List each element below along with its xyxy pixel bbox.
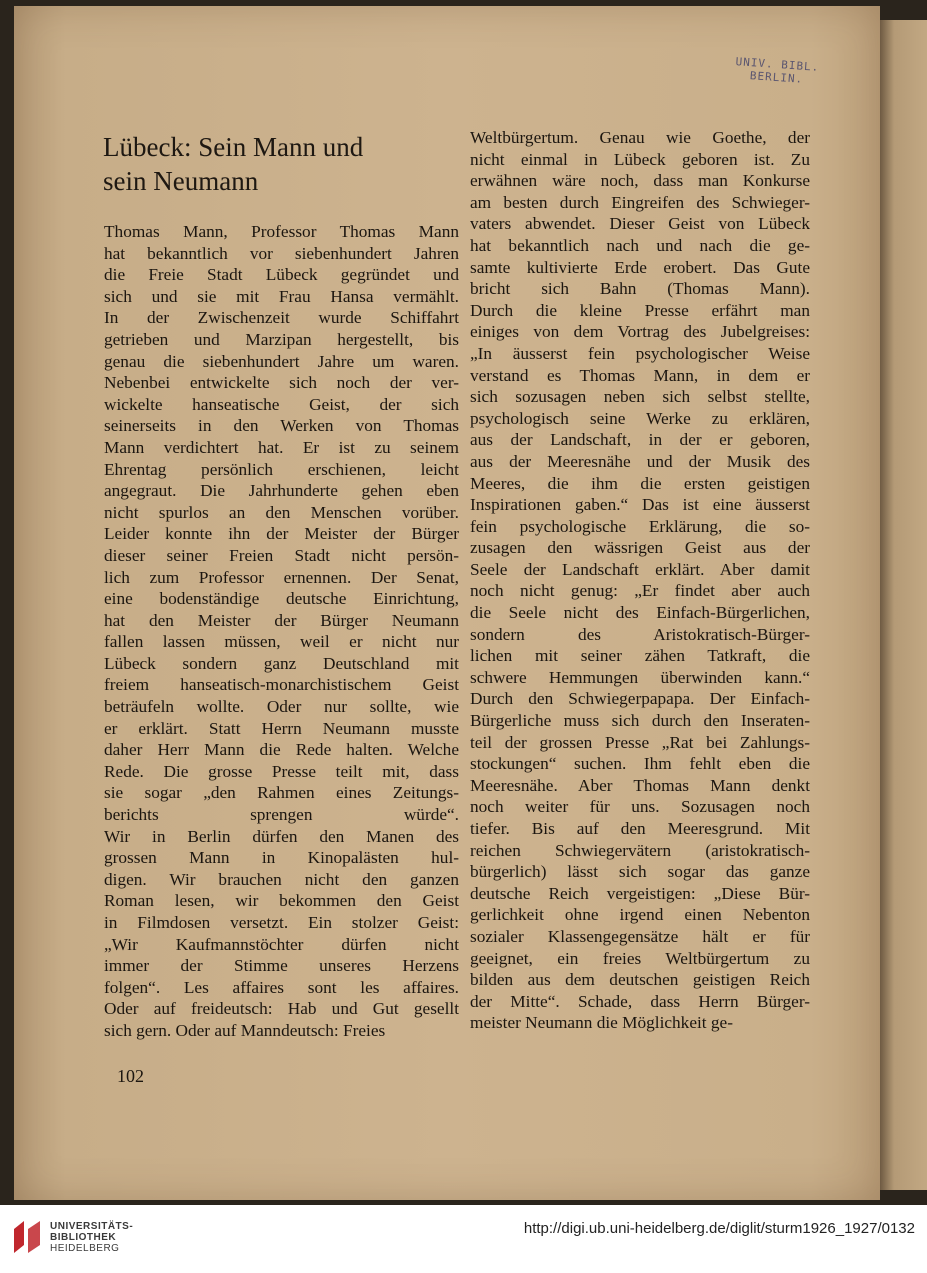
text-line: Meeres, die ihm die ersten geistigen [470, 473, 810, 493]
text-line: Thomas Mann, Professor Thomas Mann [104, 222, 459, 241]
text-line: samte kultivierte Erde erobert. Das Gute [470, 257, 810, 277]
text-line: Meeresnähe. Aber Thomas Mann denkt [470, 775, 810, 795]
text-line: noch weiter für uns. Sozusagen noch [470, 797, 810, 817]
text-line: Wir in Berlin dürfen den Manen des [104, 826, 459, 846]
adjacent-page-edge [880, 20, 927, 1190]
text-line: aus der Meeresnähe und der Musik des [470, 451, 810, 471]
text-line: gerlichkeit ohne irgend einen Nebenton [470, 905, 810, 925]
text-line: in Filmdosen versetzt. Ein stolzer Geist: [104, 913, 459, 932]
text-line: bürgerlich) lässt sich sogar das ganze [470, 862, 810, 882]
text-line: Lübeck sondern ganz Deutschland mit [104, 653, 459, 673]
text-line: digen. Wir brauchen nicht den ganzen [104, 869, 459, 889]
text-line: Bürgerliche muss sich durch den Inseraten- [470, 711, 810, 731]
text-line: stockungen“ suchen. Ihm fehlt eben die [470, 754, 810, 774]
permalink-url[interactable]: http://digi.ub.uni-heidelberg.de/diglit/sturm1926_1927/0132 [523, 1220, 915, 1237]
text-line: geeignet, ein freies Weltbürgertum zu [470, 948, 810, 968]
text-line: deutsche Reich vergeistigen: „Diese Bür- [470, 883, 810, 903]
text-line: Ehrentag persönlich erschienen, leicht [104, 459, 459, 479]
text-line: tiefer. Bis auf den Meeresgrund. Mit [470, 819, 810, 838]
title-line: sein Neumann [103, 166, 259, 196]
text-line: Weltbürgertum. Genau wie Goethe, der [470, 128, 810, 147]
text-line: die Freie Stadt Lübeck gegründet und [104, 265, 459, 285]
text-line: nicht einmal in Lübeck geboren ist. Zu [470, 149, 810, 169]
text-line: lichen mit seiner zähen Tatkraft, die [470, 646, 810, 666]
text-line: die Seele nicht des Einfach-Bürgerlichen, [470, 603, 810, 623]
heidelberg-logo-icon [12, 1219, 42, 1253]
text-line: berichts sprengen würde“. [104, 805, 459, 825]
title-line: Lübeck: Sein Mann und [103, 132, 364, 162]
text-line: er erklärt. Statt Herrn Neumann musste [104, 718, 459, 738]
text-line: Seele der Landschaft erklärt. Aber damit [470, 559, 810, 579]
left-text-column [104, 221, 459, 1042]
text-line: genau die siebenhundert Jahre um waren. [104, 351, 459, 371]
text-line: beträufeln wollte. Oder nur sollte, wie [104, 697, 459, 717]
text-line: sie sogar „den Rahmen eines Zeitungs- [104, 783, 459, 803]
text-line: hat den Meister der Bürger Neumann [104, 610, 459, 630]
text-line: angegraut. Die Jahrhunderte gehen eben [104, 481, 459, 501]
text-line: psychologisch seine Werke zu erklären, [470, 408, 810, 428]
text-line: der Mitte“. Schade, dass Herrn Bürger- [470, 991, 810, 1011]
text-line: eine bodenständige deutsche Einrichtung, [104, 589, 459, 609]
text-line: „In äusserst fein psychologischer Weise [470, 343, 810, 363]
text-line: Oder auf freideutsch: Hab und Gut gesellt [104, 999, 459, 1019]
text-line: sozialer Klassengegensätze hält er für [470, 926, 810, 946]
library-name-line: UNIVERSITÄTS- [50, 1221, 134, 1232]
text-line: bilden aus dem deutschen geistigen Reich [470, 970, 810, 990]
text-line: hat bekanntlich vor siebenhundert Jahren [104, 243, 459, 263]
text-line: bricht sich Bahn (Thomas Mann). [470, 279, 810, 299]
page-number: 102 [117, 1066, 144, 1086]
text-line: sich sozusagen neben sich selbst stellte, [470, 387, 810, 407]
text-line: Nebenbei entwickelte sich noch der ver- [104, 373, 459, 393]
text-line: einiges von dem Vortrag des Jubelgreises: [470, 322, 810, 342]
right-text-column [470, 127, 810, 1034]
text-line: vaters abwendet. Dieser Geist von Lübeck [470, 214, 810, 234]
text-line: meister Neumann die Möglichkeit ge- [470, 1013, 733, 1033]
text-line: erwähnen wäre noch, dass man Konkurse [470, 171, 810, 191]
text-line: schwere Hemmungen überwinden kann.“ [470, 667, 810, 687]
text-line: noch nicht genug: „Er findet aber auch [470, 581, 810, 601]
text-line: seinerseits in den Werken von Thomas [104, 416, 459, 436]
text-line: Rede. Die grosse Presse teilt mit, dass [104, 761, 459, 781]
text-line: folgen“. Les affaires sont les affaires. [104, 977, 459, 997]
text-line: Durch die kleine Presse erfährt man [470, 300, 810, 320]
text-line: teil der grossen Presse „Rat bei Zahlungs- [470, 732, 810, 752]
article-title [103, 130, 443, 198]
stamp-line: UNIV. BIBL. [735, 55, 820, 74]
text-line: nicht spurlos an den Menschen vorüber. [104, 502, 459, 522]
text-line: sich gern. Oder auf Manndeutsch: Freies [104, 1020, 386, 1040]
text-line: daher Herr Mann die Rede halten. Welche [104, 740, 459, 760]
text-line: freiem hanseatisch-monarchistischem Geist [104, 675, 459, 695]
library-name-line: HEIDELBERG [50, 1243, 120, 1254]
text-line: Durch den Schwiegerpapapa. Der Einfach- [470, 689, 810, 709]
text-line: Roman lesen, wir bekommen den Geist [104, 891, 459, 911]
text-line: dieser seiner Freien Stadt nicht persön- [104, 545, 459, 565]
text-line: fallen lassen müssen, weil er nicht nur [104, 632, 459, 652]
stamp-line: BERLIN. [749, 69, 804, 86]
text-line: Leider konnte ihn der Meister der Bürger [104, 524, 459, 544]
text-line: lich zum Professor ernennen. Der Senat, [104, 567, 459, 587]
text-line: zusagen den wässrigen Geist aus der [470, 538, 810, 558]
text-line: getrieben und Marzipan hergestellt, bis [104, 329, 459, 349]
footer-bar [0, 1205, 927, 1273]
text-line: am besten durch Eingreifen des Schwieger- [470, 192, 810, 212]
text-line: immer der Stimme unseres Herzens [104, 956, 459, 976]
text-line: sich und sie mit Frau Hansa vermählt. [104, 286, 459, 306]
text-line: aus der Landschaft, in der er geboren, [470, 430, 810, 450]
library-name [50, 1221, 133, 1254]
text-line: Mann verdichtert hat. Er ist zu seinem [104, 437, 459, 457]
text-line: „Wir Kaufmannstöchter dürfen nicht [104, 934, 459, 954]
text-line: fein psychologische Erklärung, die so- [470, 516, 810, 536]
text-line: hat bekanntlich nach und nach die ge- [470, 235, 810, 255]
text-line: sondern des Aristokratisch-Bürger- [470, 624, 810, 644]
library-name-line: BIBLIOTHEK [50, 1232, 117, 1243]
text-line: wickelte hanseatische Geist, der sich [104, 394, 459, 414]
text-line: grossen Mann in Kinopalästen hul- [104, 848, 459, 868]
text-line: In der Zwischenzeit wurde Schiffahrt [104, 308, 459, 328]
text-line: verstand es Thomas Mann, in dem er [470, 365, 810, 385]
text-line: Inspirationen gaben.“ Das ist eine äusserst [470, 495, 810, 515]
text-line: reichen Schwiegervätern (aristokratisch- [470, 840, 810, 860]
